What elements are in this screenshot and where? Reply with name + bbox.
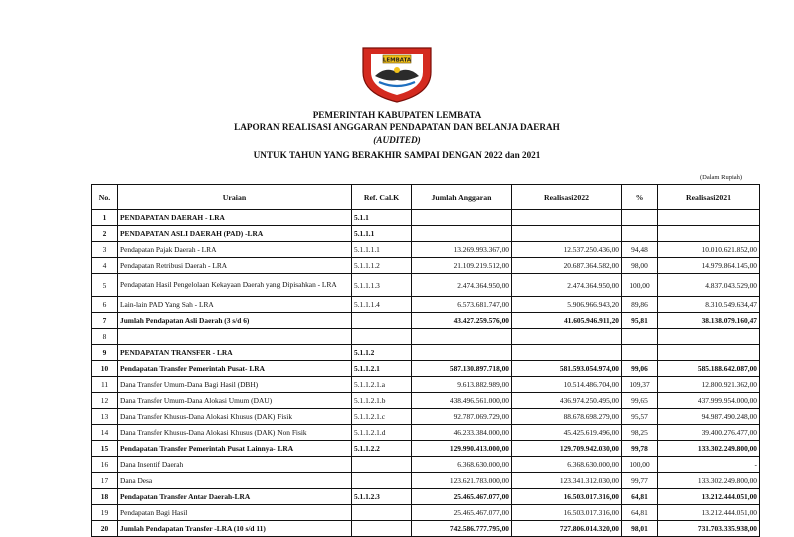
cell-percent: 98,25 (622, 425, 658, 441)
cell-anggaran: 6.573.681.747,00 (412, 297, 512, 313)
cell-percent: 99,78 (622, 441, 658, 457)
cell-ref: 5.1.1.2.1 (352, 361, 412, 377)
table-row (92, 409, 760, 425)
currency-unit: (Dalam Rupiah) (700, 174, 743, 181)
cell-anggaran: 21.109.219.512,00 (412, 258, 512, 274)
cell-anggaran: 43.427.259.576,00 (412, 313, 512, 329)
lembata-coat-of-arms-icon (357, 42, 437, 104)
cell-uraian: Pendapatan Pajak Daerah - LRA (118, 242, 352, 258)
table-row (92, 457, 760, 473)
cell-realisasi-2022: 123.341.312.030,00 (512, 473, 622, 489)
cell-anggaran: 6.368.630.000,00 (412, 457, 512, 473)
cell-percent: 99,65 (622, 393, 658, 409)
cell-realisasi-2022: 16.503.017.316,00 (512, 505, 622, 521)
cell-ref (352, 473, 412, 489)
cell-realisasi-2022: 88.678.698.279,00 (512, 409, 622, 425)
cell-realisasi-2021: 12.800.921.362,00 (658, 377, 760, 393)
cell-percent: 64,81 (622, 505, 658, 521)
col-header-ref: Ref. Cal.K (352, 185, 412, 210)
table-row (92, 329, 760, 345)
cell-percent: 95,81 (622, 313, 658, 329)
cell-ref (352, 457, 412, 473)
cell-realisasi-2022: 41.605.946.911,20 (512, 313, 622, 329)
cell-no: 12 (92, 393, 118, 409)
cell-realisasi-2022: 20.687.364.582,00 (512, 258, 622, 274)
cell-anggaran: 438.496.561.000,00 (412, 393, 512, 409)
cell-percent (622, 210, 658, 226)
cell-realisasi-2022: 12.537.250.436,00 (512, 242, 622, 258)
col-header-anggaran: Jumlah Anggaran (412, 185, 512, 210)
cell-percent: 99,06 (622, 361, 658, 377)
cell-percent (622, 329, 658, 345)
cell-realisasi-2021: 10.010.621.852,00 (658, 242, 760, 258)
cell-realisasi-2021: 14.979.864.145,00 (658, 258, 760, 274)
cell-uraian: Dana Transfer Khusus-Dana Alokasi Khusus (DAK) Non Fisik (118, 425, 352, 441)
table-header-row (92, 185, 760, 210)
cell-realisasi-2022 (512, 329, 622, 345)
cell-realisasi-2022: 727.806.014.320,00 (512, 521, 622, 537)
cell-ref: 5.1.1.1 (352, 226, 412, 242)
cell-uraian: Dana Insentif Daerah (118, 457, 352, 473)
cell-no: 11 (92, 377, 118, 393)
cell-ref: 5.1.1.2.3 (352, 489, 412, 505)
cell-percent: 109,37 (622, 377, 658, 393)
cell-uraian (118, 329, 352, 345)
cell-realisasi-2022: 581.593.054.974,00 (512, 361, 622, 377)
cell-realisasi-2022 (512, 210, 622, 226)
cell-percent: 100,00 (622, 457, 658, 473)
cell-anggaran: 123.621.783.000,00 (412, 473, 512, 489)
cell-no: 19 (92, 505, 118, 521)
title-government: PEMERINTAH KABUPATEN LEMBATA (312, 110, 482, 120)
cell-realisasi-2021: 13.212.444.051,00 (658, 489, 760, 505)
cell-uraian: Dana Desa (118, 473, 352, 489)
table-body (92, 210, 760, 537)
cell-ref (352, 521, 412, 537)
cell-uraian: PENDAPATAN DAERAH - LRA (118, 210, 352, 226)
cell-realisasi-2022: 6.368.630.000,00 (512, 457, 622, 473)
cell-percent: 100,00 (622, 274, 658, 297)
cell-uraian: Dana Transfer Khusus-Dana Alokasi Khusus (DAK) Fisik (118, 409, 352, 425)
cell-ref: 5.1.1.1.1 (352, 242, 412, 258)
cell-uraian: Pendapatan Transfer Pemerintah Pusat- LRA (118, 361, 352, 377)
cell-anggaran: 46.233.384.000,00 (412, 425, 512, 441)
table-row (92, 521, 760, 537)
cell-ref (352, 313, 412, 329)
col-header-realisasi-2022: Realisasi2022 (512, 185, 622, 210)
table-row (92, 226, 760, 242)
table-row (92, 473, 760, 489)
table-row (92, 210, 760, 226)
cell-ref (352, 329, 412, 345)
col-header-percent: % (622, 185, 658, 210)
cell-realisasi-2022: 436.974.250.495,00 (512, 393, 622, 409)
cell-ref: 5.1.1 (352, 210, 412, 226)
cell-realisasi-2021: 437.999.954.000,00 (658, 393, 760, 409)
cell-realisasi-2021: 8.310.549.634,47 (658, 297, 760, 313)
cell-realisasi-2021: 38.138.079.160,47 (658, 313, 760, 329)
cell-uraian: Jumlah Pendapatan Asli Daerah (3 s/d 6) (118, 313, 352, 329)
cell-ref: 5.1.1.2 (352, 345, 412, 361)
cell-uraian: PENDAPATAN ASLI DAERAH (PAD) -LRA (118, 226, 352, 242)
cell-percent: 99,77 (622, 473, 658, 489)
cell-realisasi-2021: 585.188.642.087,00 (658, 361, 760, 377)
cell-anggaran: 25.465.467.077,00 (412, 505, 512, 521)
cell-ref: 5.1.1.2.2 (352, 441, 412, 457)
cell-realisasi-2021: 4.837.043.529,00 (658, 274, 760, 297)
cell-no: 6 (92, 297, 118, 313)
cell-no: 3 (92, 242, 118, 258)
cell-realisasi-2021: 133.302.249.800,00 (658, 441, 760, 457)
cell-realisasi-2022: 2.474.364.950,00 (512, 274, 622, 297)
cell-percent (622, 345, 658, 361)
cell-no: 7 (92, 313, 118, 329)
cell-uraian: Pendapatan Bagi Hasil (118, 505, 352, 521)
cell-ref: 5.1.1.2.1.a (352, 377, 412, 393)
col-header-no: No. (92, 185, 118, 210)
cell-realisasi-2022: 45.425.619.496,00 (512, 425, 622, 441)
cell-anggaran: 742.586.777.795,00 (412, 521, 512, 537)
table-row (92, 361, 760, 377)
cell-ref: 5.1.1.1.4 (352, 297, 412, 313)
cell-ref: 5.1.1.1.2 (352, 258, 412, 274)
cell-no: 4 (92, 258, 118, 274)
table-row (92, 505, 760, 521)
title-report: LAPORAN REALISASI ANGGARAN PENDAPATAN DAN BELANJA DAERAH (234, 122, 560, 132)
cell-realisasi-2021 (658, 329, 760, 345)
cell-anggaran: 25.465.467.077,00 (412, 489, 512, 505)
title-period: UNTUK TAHUN YANG BERAKHIR SAMPAI DENGAN 2022 dan 2021 (253, 150, 541, 160)
cell-anggaran: 9.613.882.989,00 (412, 377, 512, 393)
cell-no: 18 (92, 489, 118, 505)
cell-anggaran (412, 226, 512, 242)
cell-uraian: Pendapatan Hasil Pengelolaan Kekayaan Daerah yang Dipisahkan - LRA (118, 274, 352, 297)
table-row (92, 425, 760, 441)
title-audited: (AUDITED) (373, 135, 421, 145)
cell-percent: 94,48 (622, 242, 658, 258)
cell-uraian: PENDAPATAN TRANSFER - LRA (118, 345, 352, 361)
cell-anggaran: 92.787.069.729,00 (412, 409, 512, 425)
cell-no: 8 (92, 329, 118, 345)
cell-realisasi-2021 (658, 226, 760, 242)
cell-no: 17 (92, 473, 118, 489)
logo-text: LEMBATA (382, 57, 412, 64)
cell-uraian: Pendapatan Transfer Antar Daerah-LRA (118, 489, 352, 505)
cell-percent: 89,86 (622, 297, 658, 313)
cell-uraian: Pendapatan Retribusi Daerah - LRA (118, 258, 352, 274)
table-row (92, 242, 760, 258)
cell-percent: 64,81 (622, 489, 658, 505)
cell-realisasi-2022: 10.514.486.704,00 (512, 377, 622, 393)
cell-realisasi-2021: - (658, 457, 760, 473)
cell-anggaran: 13.269.993.367,00 (412, 242, 512, 258)
cell-realisasi-2022: 5.906.966.943,20 (512, 297, 622, 313)
cell-percent: 95,57 (622, 409, 658, 425)
cell-realisasi-2022: 16.503.017.316,00 (512, 489, 622, 505)
cell-anggaran: 2.474.364.950,00 (412, 274, 512, 297)
cell-ref: 5.1.1.2.1.d (352, 425, 412, 441)
cell-realisasi-2022: 129.709.942.030,00 (512, 441, 622, 457)
cell-ref: 5.1.1.2.1.b (352, 393, 412, 409)
table-row (92, 258, 760, 274)
col-header-realisasi-2021: Realisasi2021 (658, 185, 760, 210)
cell-ref: 5.1.1.1.3 (352, 274, 412, 297)
cell-anggaran (412, 210, 512, 226)
cell-anggaran: 587.130.897.718,00 (412, 361, 512, 377)
cell-no: 16 (92, 457, 118, 473)
cell-anggaran: 129.990.413.000,00 (412, 441, 512, 457)
cell-no: 14 (92, 425, 118, 441)
cell-uraian: Dana Transfer Umum-Dana Bagi Hasil (DBH) (118, 377, 352, 393)
cell-realisasi-2021: 133.302.249.800,00 (658, 473, 760, 489)
cell-uraian: Dana Transfer Umum-Dana Alokasi Umum (DAU) (118, 393, 352, 409)
cell-realisasi-2021 (658, 345, 760, 361)
table-row (92, 377, 760, 393)
table-row (92, 441, 760, 457)
cell-no: 9 (92, 345, 118, 361)
cell-no: 15 (92, 441, 118, 457)
cell-realisasi-2022 (512, 345, 622, 361)
cell-uraian: Lain-lain PAD Yang Sah - LRA (118, 297, 352, 313)
cell-no: 2 (92, 226, 118, 242)
cell-percent (622, 226, 658, 242)
table-row (92, 297, 760, 313)
table-row (92, 345, 760, 361)
cell-realisasi-2021: 94.987.490.248,00 (658, 409, 760, 425)
cell-percent: 98,00 (622, 258, 658, 274)
cell-realisasi-2021: 731.703.335.938,00 (658, 521, 760, 537)
cell-realisasi-2021 (658, 210, 760, 226)
table-row (92, 313, 760, 329)
cell-ref: 5.1.1.2.1.c (352, 409, 412, 425)
table-row (92, 274, 760, 297)
cell-uraian: Jumlah Pendapatan Transfer -LRA (10 s/d 11) (118, 521, 352, 537)
table-row (92, 393, 760, 409)
cell-no: 5 (92, 274, 118, 297)
cell-no: 1 (92, 210, 118, 226)
cell-no: 20 (92, 521, 118, 537)
cell-anggaran (412, 329, 512, 345)
cell-realisasi-2022 (512, 226, 622, 242)
lra-table (91, 184, 760, 537)
cell-no: 13 (92, 409, 118, 425)
cell-realisasi-2021: 13.212.444.051,00 (658, 505, 760, 521)
cell-no: 10 (92, 361, 118, 377)
cell-ref (352, 505, 412, 521)
cell-realisasi-2021: 39.400.276.477,00 (658, 425, 760, 441)
cell-percent: 98,01 (622, 521, 658, 537)
col-header-uraian: Uraian (118, 185, 352, 210)
table-row (92, 489, 760, 505)
cell-anggaran (412, 345, 512, 361)
cell-uraian: Pendapatan Transfer Pemerintah Pusat Lainnya- LRA (118, 441, 352, 457)
